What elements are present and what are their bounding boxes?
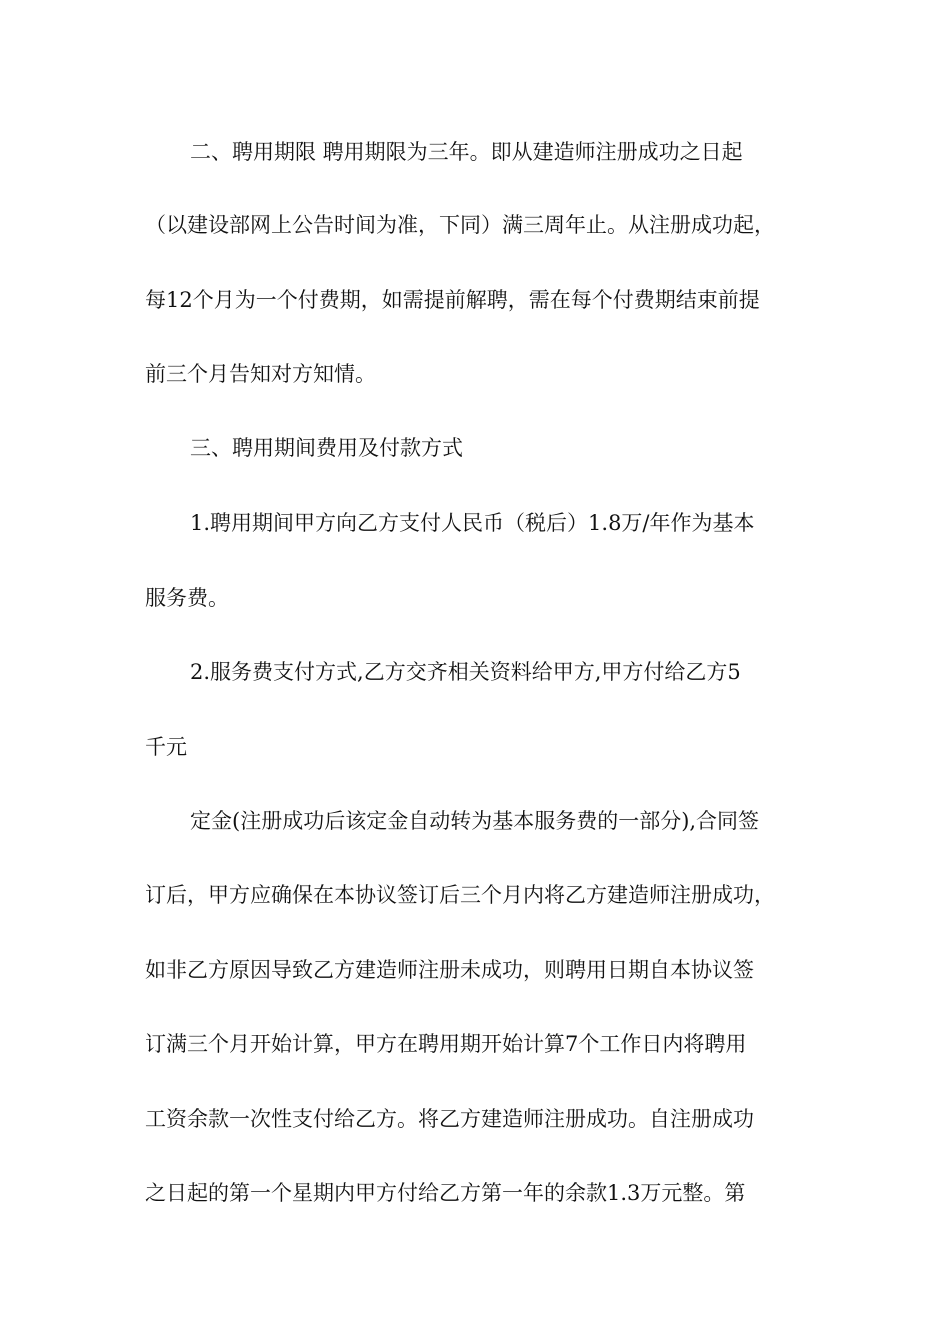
deposit-paragraph-line: 工资余款一次性支付给乙方。将乙方建造师注册成功。自注册成功 xyxy=(145,1107,754,1131)
paragraph-term-line: 每12个月为一个付费期，如需提前解聘，需在每个付费期结束前提 xyxy=(145,288,760,312)
clause-2-line: 2.服务费支付方式,乙方交齐相关资料给甲方,甲方付给乙方5 xyxy=(190,660,741,684)
clause-2-line: 千元 xyxy=(145,735,187,759)
paragraph-term-line: （以建设部网上公告时间为准，下同）满三周年止。从注册成功起， xyxy=(145,213,775,237)
deposit-paragraph-line: 如非乙方原因导致乙方建造师注册未成功，则聘用日期自本协议签 xyxy=(145,958,754,982)
section-heading-fees: 三、聘用期间费用及付款方式 xyxy=(190,436,463,460)
clause-1-line: 服务费。 xyxy=(145,586,229,610)
deposit-paragraph-line: 订满三个月开始计算，甲方在聘用期开始计算7个工作日内将聘用 xyxy=(145,1032,747,1056)
deposit-paragraph-line: 定金(注册成功后该定金自动转为基本服务费的一部分),合同签 xyxy=(190,809,760,833)
deposit-paragraph-line: 订后，甲方应确保在本协议签订后三个月内将乙方建造师注册成功， xyxy=(145,883,775,907)
paragraph-term-line: 前三个月告知对方知情。 xyxy=(145,362,376,386)
deposit-paragraph-line: 之日起的第一个星期内甲方付给乙方第一年的余款1.3万元整。第 xyxy=(145,1181,746,1205)
clause-1-line: 1.聘用期间甲方向乙方支付人民币（税后）1.8万/年作为基本 xyxy=(190,511,755,535)
paragraph-term-heading: 二、聘用期限 聘用期限为三年。即从建造师注册成功之日起 xyxy=(190,140,743,164)
